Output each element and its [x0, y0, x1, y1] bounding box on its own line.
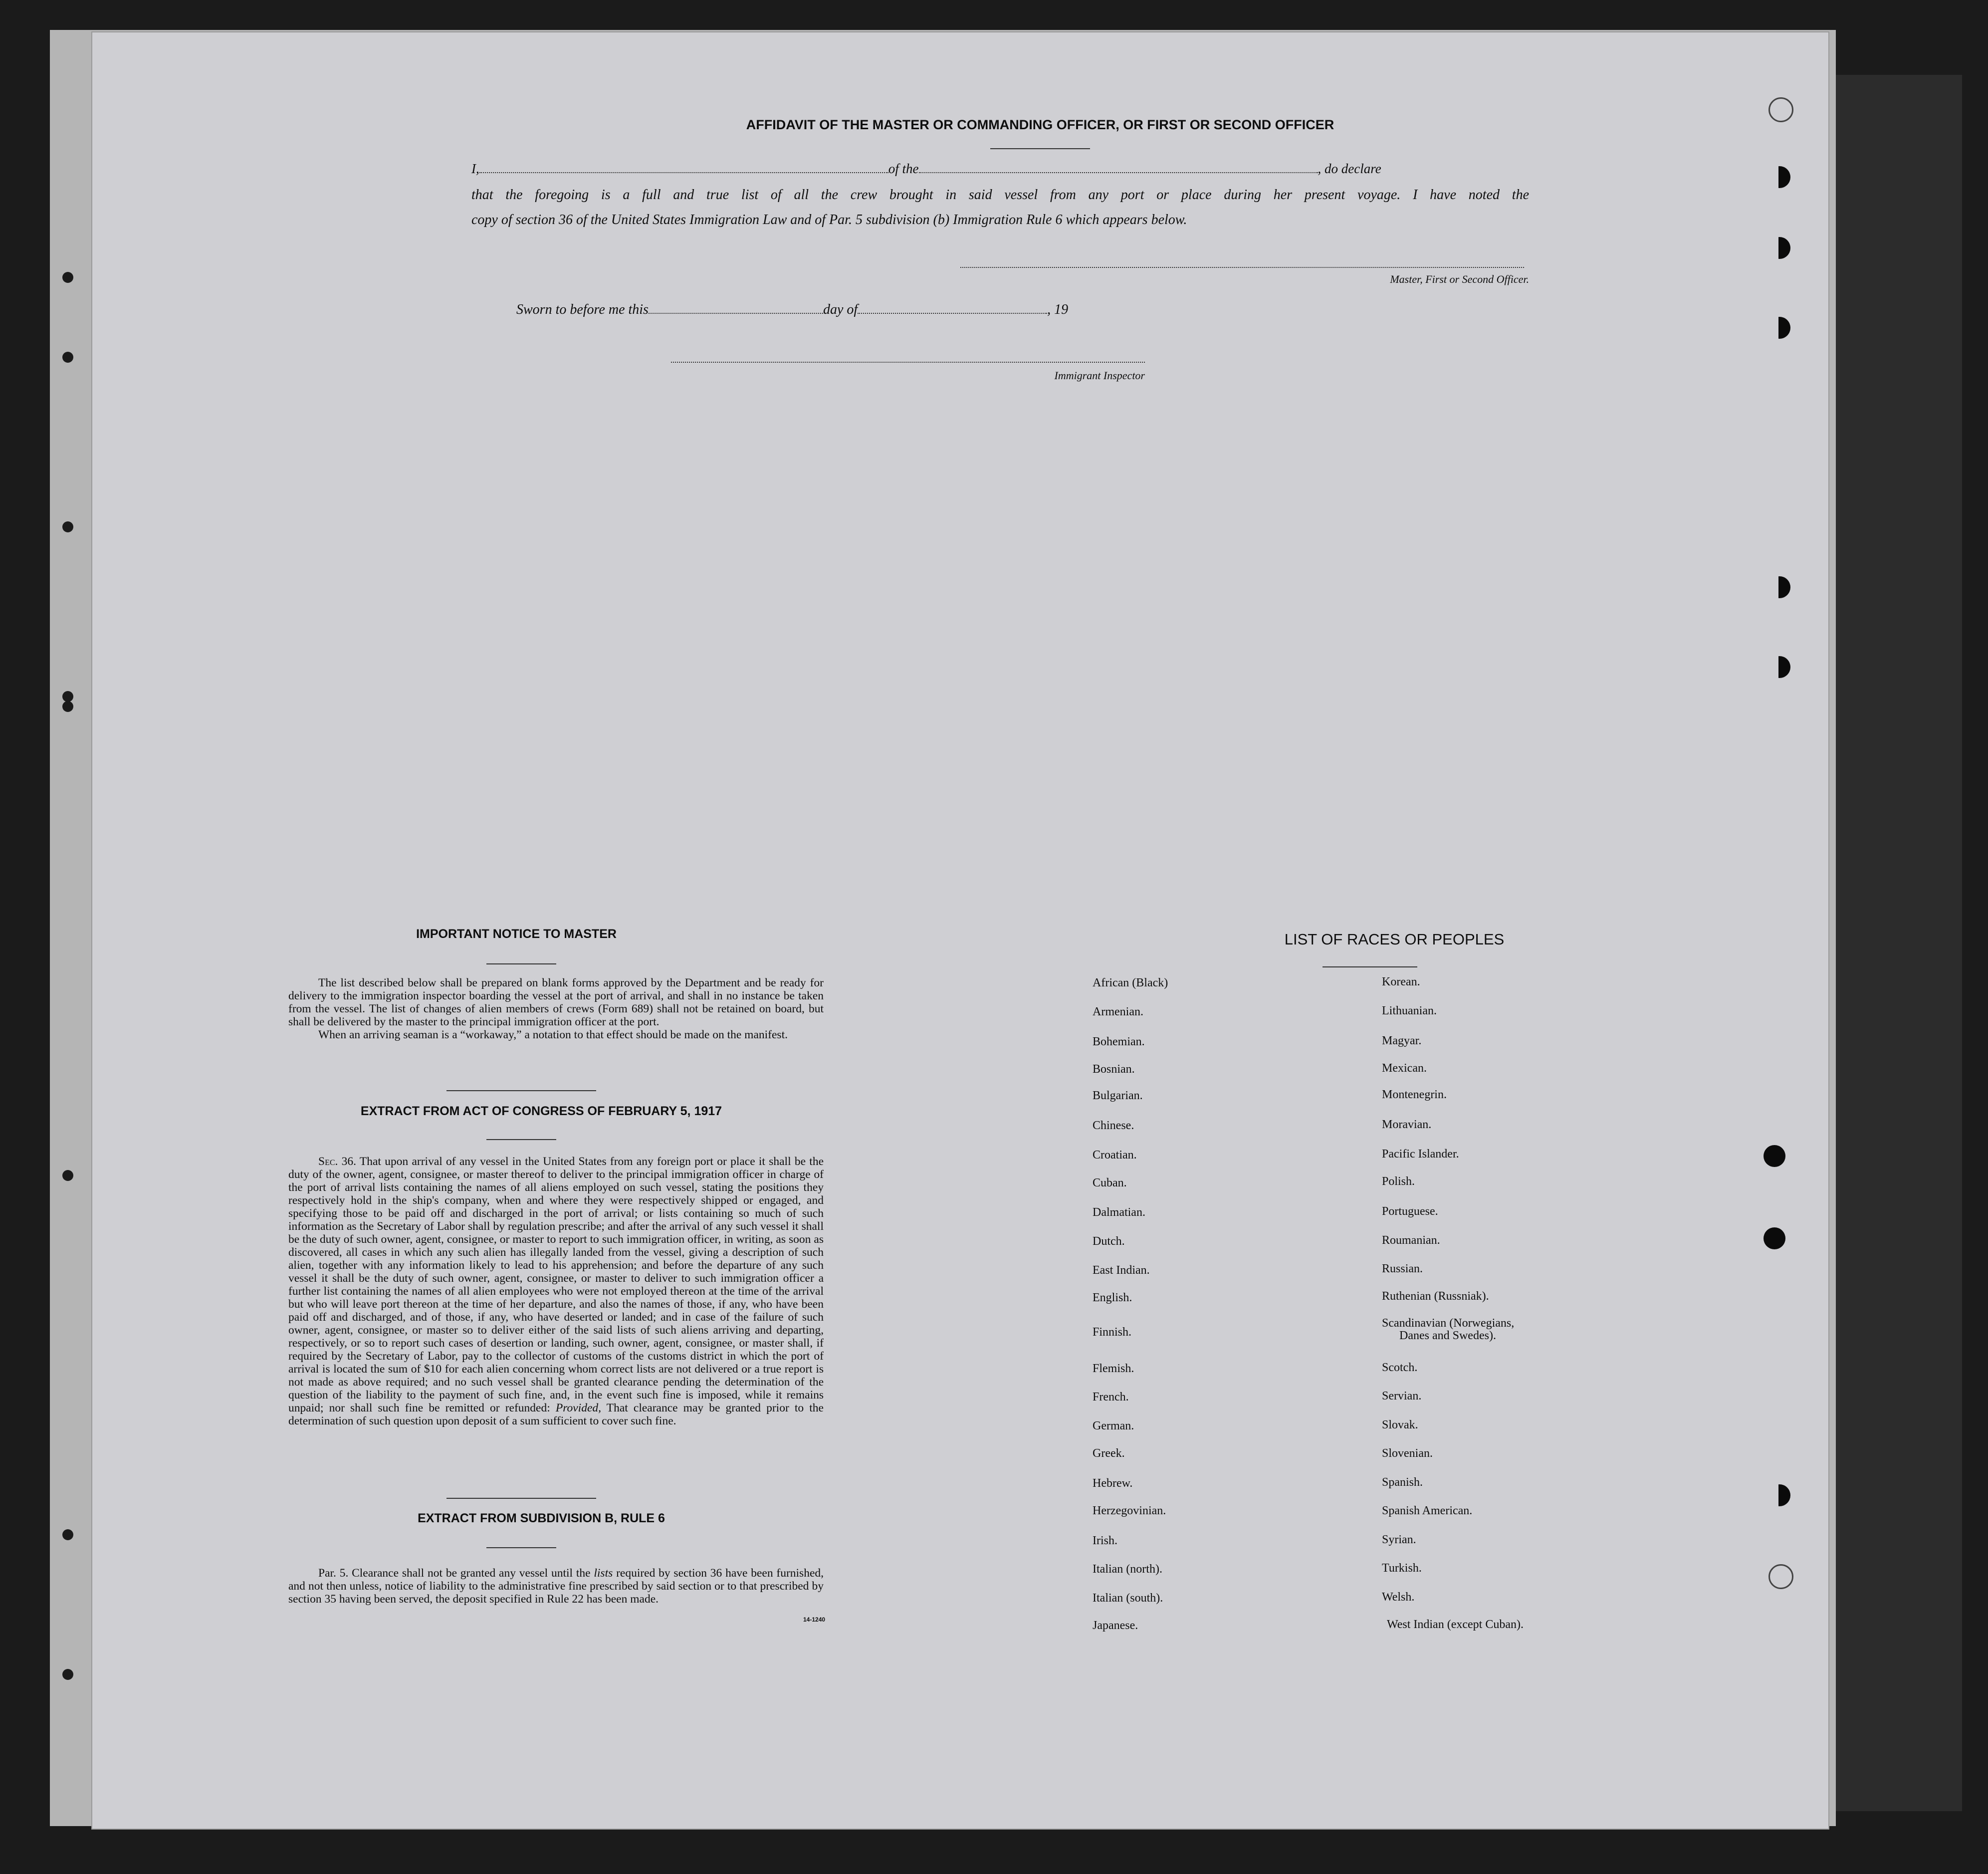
race-item: Hebrew.	[1093, 1477, 1133, 1490]
punch-hole	[1768, 166, 1790, 188]
punch-hole	[1768, 576, 1790, 598]
of-the-label: of the	[888, 161, 919, 176]
race-item: Spanish American.	[1382, 1504, 1473, 1517]
race-item: Roumanian.	[1382, 1234, 1440, 1247]
race-item: Croatian.	[1093, 1149, 1137, 1162]
race-item: Finnish.	[1093, 1326, 1132, 1339]
race-item: Dalmatian.	[1093, 1206, 1145, 1219]
extract-title: EXTRACT FROM SUBDIVISION B, RULE 6	[418, 1511, 665, 1525]
punch-hole	[1764, 1227, 1785, 1249]
extract-body	[288, 1155, 824, 1427]
race-item: French.	[1093, 1391, 1129, 1404]
punch-hole	[1768, 317, 1790, 339]
race-item: East Indian.	[1093, 1264, 1150, 1277]
provided-label: Provided,	[555, 1402, 602, 1414]
affidavit-title: AFFIDAVIT OF THE MASTER OR COMMANDING OFFICER, OR FIRST OR SECOND OFFICER	[746, 117, 1334, 132]
race-item: Mexican.	[1382, 1062, 1427, 1075]
punch-hole	[1768, 237, 1790, 259]
affidavit-declaration-line	[471, 161, 1529, 177]
race-item: Slovenian.	[1382, 1447, 1433, 1460]
inspector-signature-blank[interactable]	[671, 362, 1145, 363]
divider	[486, 1547, 556, 1548]
punch-hole	[1764, 1145, 1785, 1167]
divider	[446, 1090, 596, 1091]
race-item: Dutch.	[1093, 1235, 1125, 1248]
race-item: Flemish.	[1093, 1362, 1134, 1375]
sworn-label: Sworn to before me this	[516, 302, 649, 317]
race-item: Magyar.	[1382, 1034, 1422, 1047]
race-item: Chinese.	[1093, 1119, 1134, 1132]
affidavit-text-line: that the foregoing is a full and true list of all the crew brought in said vessel from any port or place during her present voyage. I have noted the	[471, 187, 1529, 203]
binder-hole	[62, 701, 73, 712]
race-item: Lithuanian.	[1382, 1004, 1437, 1017]
race-item: Greek.	[1093, 1447, 1125, 1460]
master-signature-blank[interactable]	[960, 267, 1524, 268]
sworn-month-blank[interactable]	[858, 313, 1047, 314]
form-code: 14-1240	[803, 1616, 826, 1623]
binder-hole	[62, 521, 73, 532]
lists-word: lists	[594, 1567, 613, 1580]
race-item: Bosnian.	[1093, 1063, 1135, 1076]
race-item: Portuguese.	[1382, 1205, 1438, 1218]
sworn-line	[516, 302, 1315, 318]
notice-paragraph: When an arriving seaman is a “workaway,” a notation to that effect should be made on the manifest.	[318, 1028, 788, 1041]
year-label: , 19	[1047, 302, 1069, 317]
race-item: Turkish.	[1382, 1562, 1422, 1575]
notice-paragraph: The list described below shall be prepared on blank forms approved by the Department and be ready for delivery to the immigration inspector boarding the vessel at the port of arrival, and shall in no instance be taken from the vessel. The list of changes of alien members of crews (Form 689) shall not be retained on board, but shall be delivered by the master to the principal immigration officer at the port.	[288, 976, 824, 1028]
binder-hole	[62, 1669, 73, 1680]
do-declare-label: , do declare	[1318, 161, 1381, 176]
affidavit-text-line: copy of section 36 of the United States Immigration Law and of Par. 5 subdivision (b) Immigration Rule 6 which appears below.	[471, 212, 1187, 228]
race-item: Italian (south).	[1093, 1592, 1163, 1605]
rule-text: Par. 5. Clearance shall not be granted any vessel until the	[318, 1567, 591, 1580]
i-label: I,	[471, 161, 479, 176]
race-item: Bohemian.	[1093, 1035, 1145, 1048]
punch-hole	[1768, 1484, 1790, 1506]
race-item: Danes and Swedes).	[1399, 1329, 1496, 1342]
race-item: Servian.	[1382, 1390, 1422, 1403]
master-name-blank[interactable]	[479, 172, 888, 173]
section-text: That upon arrival of any vessel in the United States from any foreign port or place it shall be the duty of the owner, agent, consignee, or master thereof to deliver to the principal immigration officer in charge of the port of arrival lists containing the names of all aliens employed on such vessel, stating the positions they respectively hold in the ship's company, when and where they were respectively shipped or engaged, and specifying those to be paid off and discharged in the port of arrival; or lists containing so much of such information as the Secretary of Labor shall by regulation prescribe; and after the arrival of any such vessel it shall be the duty of such owner, agent, consignee, or master to report to such immigration officer, in writing, as soon as discovered, all cases in which any such alien has illegally landed from the vessel, giving a description of such alien, together with any information likely to lead to his apprehension; and before the departure of any such vessel it shall be the duty of such owner, agent, consignee, or master to deliver to such immigration officer a further list containing the names of all alien employees who were not employed thereon at the time of the arrival but who will leave port thereon at the time of her departure, and also the names of those, if any, who have been paid off and discharged, and of those, if any, who have deserted or landed; and in case of the failure of such owner, agent, consignee, or master so to deliver either of the said lists of such aliens arriving and departing, respectively, or so to report such cases of desertion or landing, such owner, agent, consignee, or master shall, if required by the Secretary of Labor, pay to the collector of customs of the customs district in which the port of arrival is located the sum of $10 for each alien concerning whom correct lists are not delivered or a true report is not made as above required; and no such vessel shall be granted clearance pending the determination of the question of the liability to the payment of such fine, and, in the event such fine is imposed, while it remains unpaid; nor shall such fine be remitted or refunded:	[288, 1155, 824, 1414]
extract-title: EXTRACT FROM ACT OF CONGRESS OF FEBRUARY 5, 1917	[360, 1104, 722, 1118]
race-item: Russian.	[1382, 1262, 1423, 1275]
race-item: Armenian.	[1093, 1005, 1143, 1018]
divider	[486, 963, 556, 964]
binder-hole	[62, 691, 73, 702]
extract-body	[288, 1567, 824, 1606]
sworn-day-blank[interactable]	[649, 313, 823, 314]
master-signature-label: Master, First or Second Officer.	[1390, 273, 1529, 285]
race-item: Cuban.	[1093, 1176, 1127, 1189]
race-item: Korean.	[1382, 975, 1420, 988]
notice-title: IMPORTANT NOTICE TO MASTER	[416, 927, 617, 941]
race-item: Bulgarian.	[1093, 1089, 1143, 1102]
race-item: Montenegrin.	[1382, 1088, 1447, 1101]
race-item: Pacific Islander.	[1382, 1148, 1459, 1161]
rule-text: required by section 36 have been furnished, and not then unless, notice of liability to the administrative fine prescribed by said section or to that prescribed by section 35 having been served, the deposit specified in Rule 22 has been made.	[288, 1567, 824, 1606]
punch-hole	[1768, 97, 1793, 122]
binder-hole	[62, 352, 73, 363]
race-item: Italian (north).	[1093, 1563, 1162, 1576]
race-item: Japanese.	[1093, 1619, 1138, 1632]
binder-hole	[62, 272, 73, 283]
race-item: Syrian.	[1382, 1533, 1416, 1546]
race-item: Slovak.	[1382, 1418, 1418, 1431]
section-label: Sec. 36.	[318, 1155, 357, 1168]
document-page	[92, 32, 1828, 1829]
race-item: Ruthenian (Russniak).	[1382, 1290, 1489, 1303]
notice-body	[288, 976, 824, 1041]
race-item: English.	[1093, 1291, 1132, 1304]
race-item: Moravian.	[1382, 1118, 1432, 1131]
race-item: African (Black)	[1093, 976, 1168, 989]
day-of-label: day of	[823, 302, 858, 317]
race-item: Welsh.	[1382, 1591, 1415, 1604]
punch-hole	[1768, 1564, 1793, 1589]
vessel-name-blank[interactable]	[919, 172, 1318, 173]
race-item: Herzegovinian.	[1093, 1504, 1166, 1517]
binder-hole	[62, 1170, 73, 1181]
race-item: Irish.	[1093, 1534, 1117, 1547]
races-title: LIST OF RACES OR PEOPLES	[1284, 931, 1505, 948]
race-item: West Indian (except Cuban).	[1387, 1618, 1524, 1631]
divider	[1323, 966, 1417, 967]
race-item: Spanish.	[1382, 1476, 1423, 1489]
divider	[486, 1139, 556, 1140]
race-item: German.	[1093, 1419, 1134, 1432]
punch-hole	[1768, 656, 1790, 678]
race-item: Scotch.	[1382, 1361, 1418, 1374]
divider	[446, 1498, 596, 1499]
inspector-label: Immigrant Inspector	[1054, 369, 1145, 382]
section-text-end: That clearance may be granted prior to the determination of such question upon deposit of a sum sufficient to cover such fine.	[288, 1402, 824, 1427]
race-item: Scandinavian (Norwegians,	[1382, 1317, 1515, 1330]
divider	[990, 148, 1090, 149]
binder-hole	[62, 1529, 73, 1540]
race-item: Polish.	[1382, 1175, 1415, 1188]
